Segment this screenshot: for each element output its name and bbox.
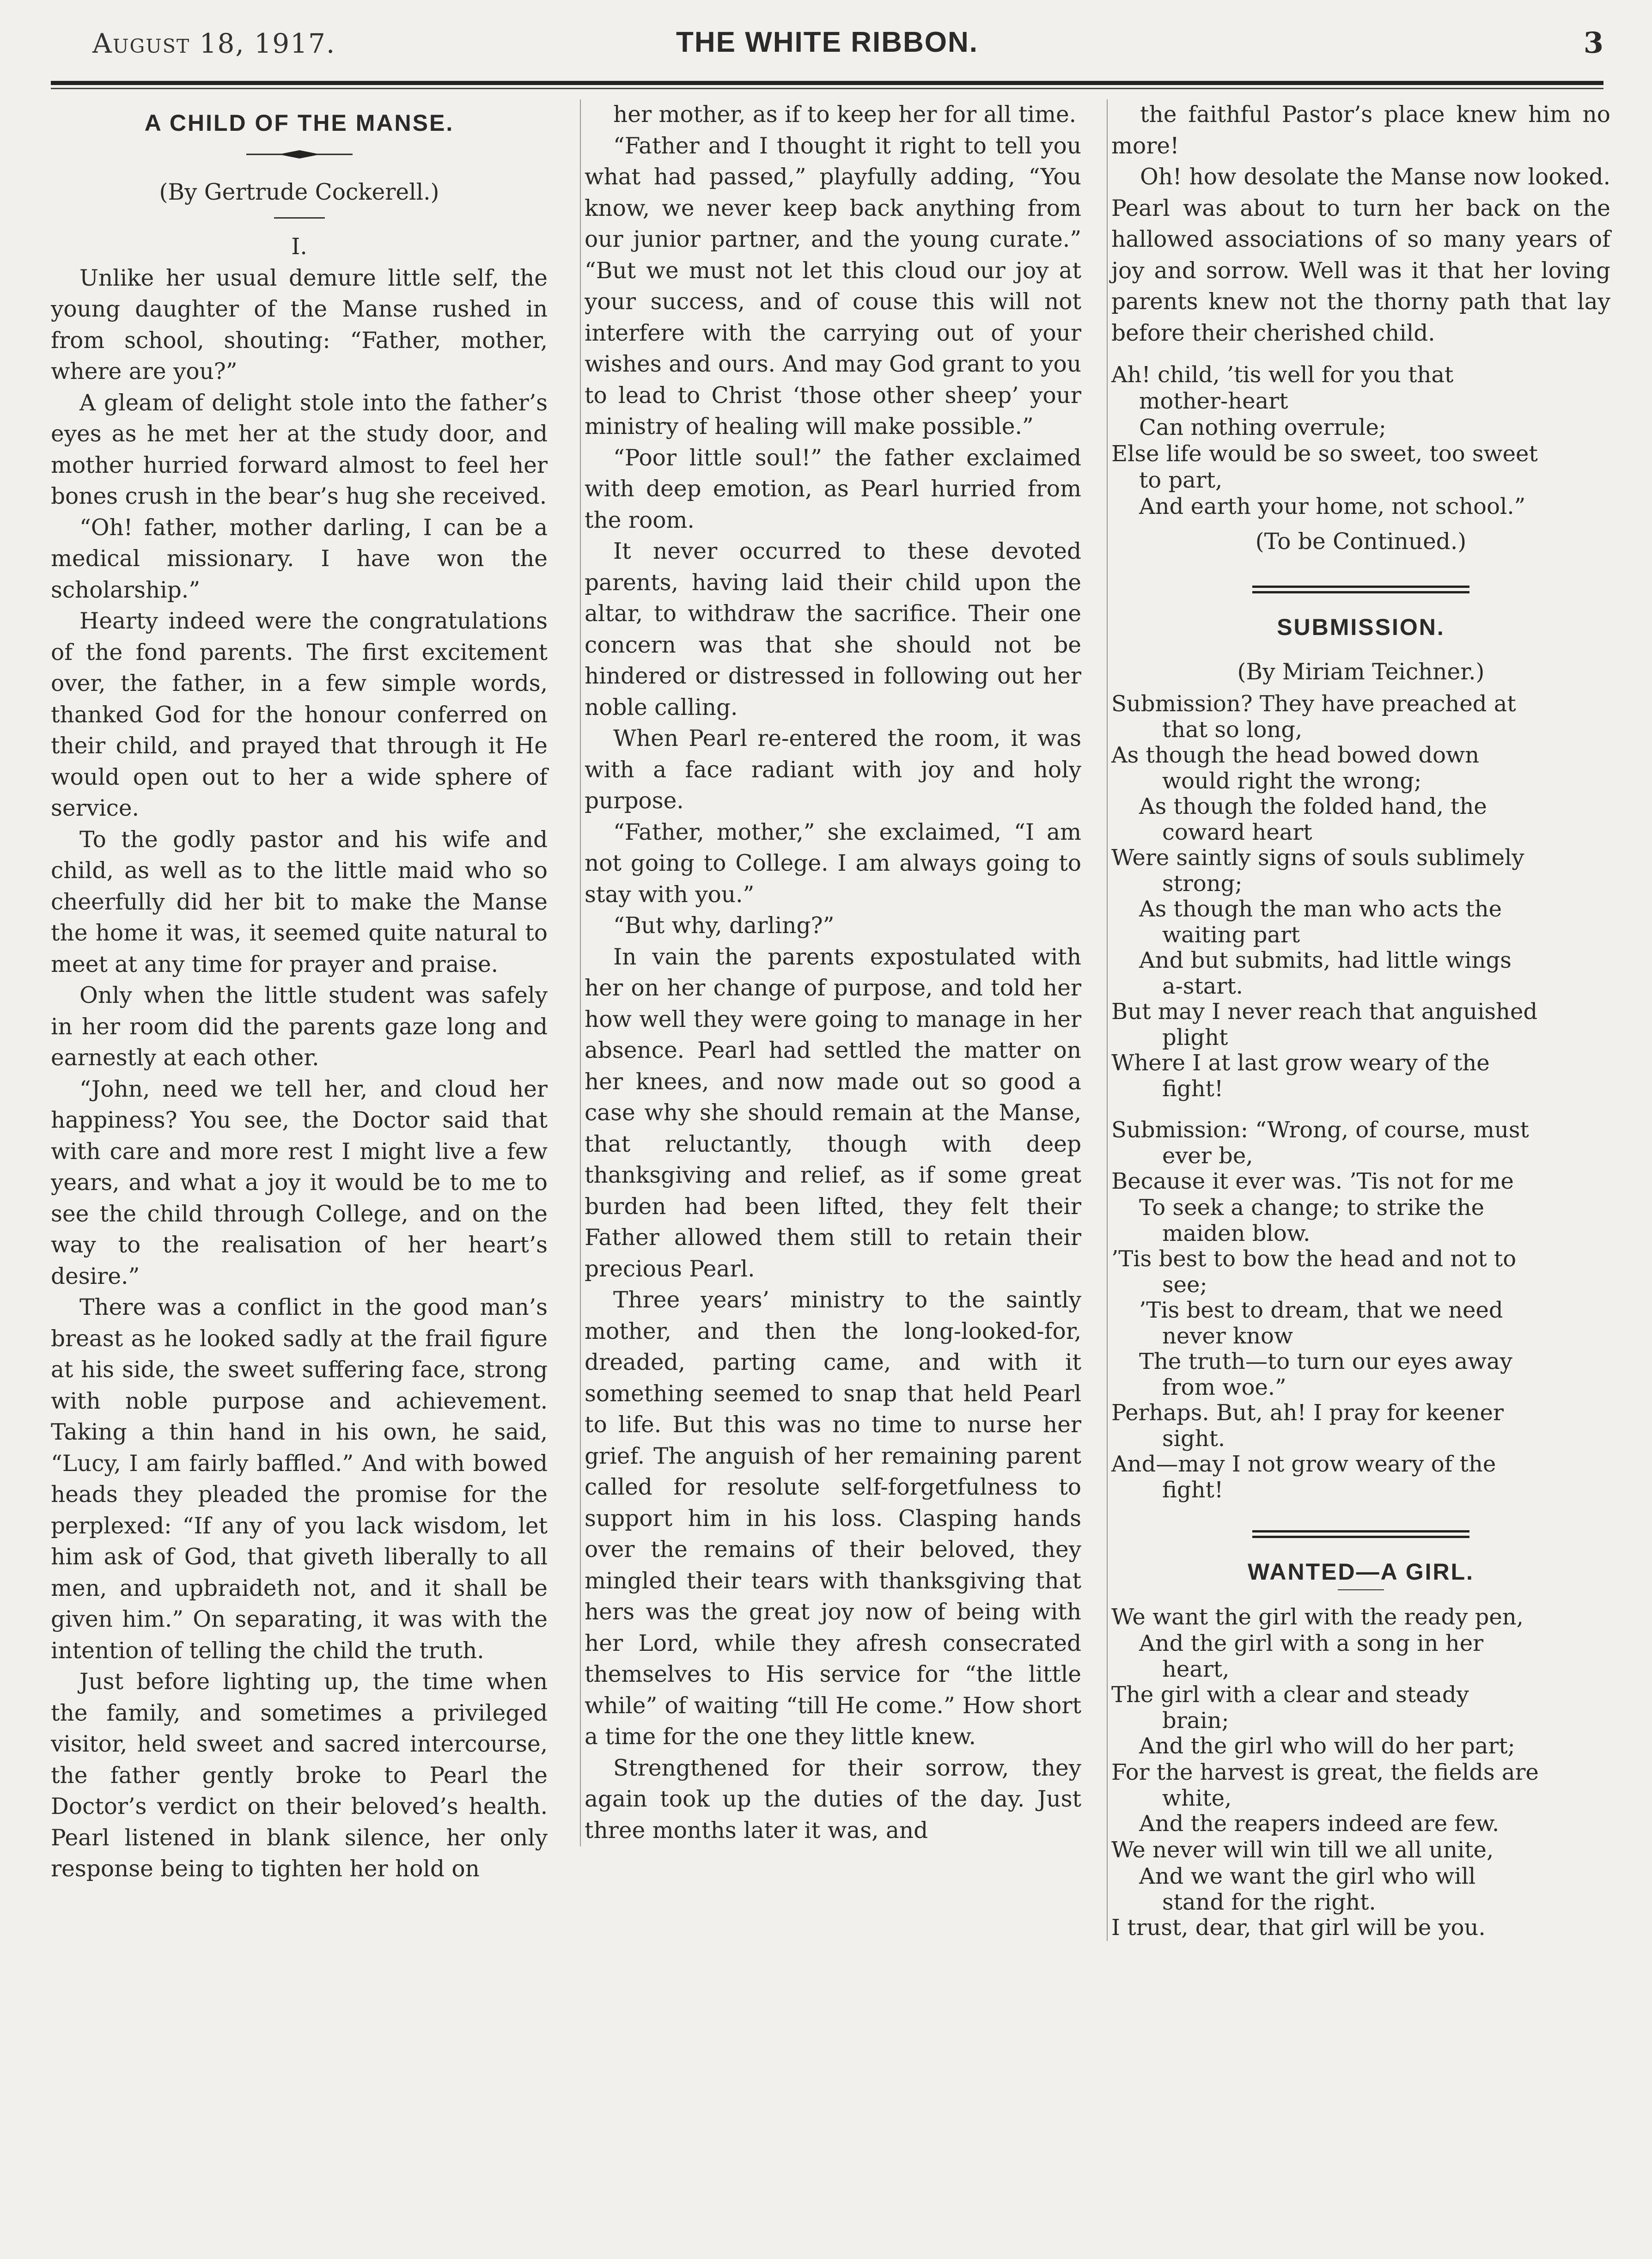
paragraph: her mother, as if to keep her for all time.: [613, 102, 1077, 128]
poem-line: Submission? They have preached at: [1111, 690, 1516, 717]
column-3-body: [1111, 99, 1610, 349]
poem-line: And the girl with a song in her: [1139, 1630, 1484, 1656]
poem-line: To seek a change; to strike the: [1139, 1194, 1485, 1221]
poem-line-continuation: see;: [1162, 1271, 1207, 1298]
paragraph: “Oh! father, mother darling, I can be a medical missionary. I have won the scholarship.”: [51, 514, 548, 603]
poem-line-continuation: heart,: [1162, 1656, 1230, 1682]
paragraph: There was a conflict in the good man’s breast as he looked sadly at the frail figure at his side, the sweet suffering face, strong with noble purpose and achievement. Taking a thin hand in his own, he said, “Lucy, I am fairly baffled.” And with bowed heads they pleaded the promise for the perplexed: “If any of you lack wisdom, let him ask of God, that giveth liberally to all men, and upbraideth not, and it shall be given him.” On separating, it was with the intention of telling the child the truth.: [51, 1294, 548, 1664]
paragraph: It never occurred to these devoted parents, having laid their child upon the altar, to withdraw the sacrifice. Their one concern was that she should not be hindered or distressed in following out her noble calling.: [585, 538, 1081, 720]
poem-line-continuation: would right the wrong;: [1162, 768, 1422, 794]
paragraph: “Father and I thought it right to tell you what had passed,” playfully adding, “You know, we never keep back anything from our junior partner, and the young curate.” “But we must not let this cloud our joy at your success, and of couse this will not interfere with the carrying out of your wishes and ours. And may God grant to you to lead to Christ ‘those other sheep’ your ministry of healing will make possible.”: [585, 133, 1081, 440]
poem-line: We want the girl with the ready pen,: [1111, 1604, 1524, 1630]
poem-line: Were saintly signs of souls sublimely: [1111, 844, 1524, 871]
column-1: [51, 99, 548, 1885]
short-divider: [1338, 1589, 1384, 1590]
poem-line: As though the man who acts the: [1139, 896, 1502, 922]
poem-line: As though the head bowed down: [1111, 742, 1479, 768]
paragraph: Only when the little student was safely in her room did the parents gaze long and earnestly at each other.: [51, 983, 548, 1071]
paragraph: A gleam of delight stole into the father’s eyes as he met her at the study door, and mother hurried forward almost to feel her bones crush in the bear’s hug she received.: [51, 390, 548, 509]
section-divider: [1252, 586, 1469, 593]
paragraph: Three years’ ministry to the saintly mother, and then the long-looked-for, dreaded, parting came, and with it something seemed to snap that held Pearl to life. But this was no time to nurse her grief. The anguish of her remaining parent called for resolute self-forgetfulness to support him in his loss. Clasping hands over the remains of their beloved, they mingled their tears with thanksgiving that hers was the great joy now of being with her Lord, while they afresh consecrated themselves to His service for “the little while” of waiting “till He come.” How short a time for the one they little knew.: [585, 1287, 1081, 1750]
poem-line: And but submits, had little wings: [1139, 947, 1512, 973]
paragraph: In vain the parents expostulated with her on her change of purpose, and told her how well they were going to manage in her absence. Pearl had settled the matter on her knees, and now made out so good a case why she should remain at the Manse, that reluctantly, though with deep thanksgiving and relief, as if some great burden had been lifted, they felt their Father allowed them still to retain their precious Pearl.: [585, 944, 1081, 1282]
verse-line: And earth your home, not school.”: [1139, 494, 1526, 519]
to-be-continued: (To be Continued.): [1255, 529, 1467, 555]
paragraph: “But why, darling?”: [613, 913, 835, 939]
column-2-body: [585, 99, 1081, 1846]
paragraph: Hearty indeed were the congratulations of the fond parents. The first excitement over, the father, in a few simple words, thanked God for the honour conferred on their child, and prayed that through it He would open out to her a wide sphere of service.: [51, 608, 548, 821]
poem-line: ’Tis best to dream, that we need: [1139, 1297, 1503, 1323]
poem-line: Perhaps. But, ah! I pray for keener: [1111, 1399, 1504, 1426]
short-divider: [274, 217, 325, 219]
poem-line-continuation: that so long,: [1162, 716, 1303, 743]
poem-line-continuation: ever be,: [1162, 1142, 1253, 1169]
poem-line-continuation: white,: [1162, 1785, 1232, 1811]
verse-line: Ah! child, ’tis well for you that: [1111, 362, 1454, 388]
newspaper-title: THE WHITE RIBBON.: [676, 26, 978, 58]
poem-stanza-2: [1111, 1117, 1610, 1502]
verse-line: Else life would be so sweet, too sweet: [1111, 441, 1538, 467]
poem-line-continuation: fight!: [1162, 1075, 1224, 1102]
poem-line-continuation: strong;: [1162, 870, 1243, 897]
poem-line-continuation: sight.: [1162, 1425, 1225, 1452]
poem-line: And—may I not grow weary of the: [1111, 1451, 1496, 1477]
issue-date: August 18, 1917.: [92, 28, 336, 59]
article-title: A CHILD OF THE MANSE.: [144, 110, 454, 136]
poem-wanted-lines: [1111, 1604, 1610, 1941]
page-number: 3: [1583, 26, 1603, 60]
poem-line-continuation: maiden blow.: [1162, 1220, 1311, 1246]
poem-line: Because it ever was. ’Tis not for me: [1111, 1168, 1514, 1194]
poem-line-continuation: fight!: [1162, 1477, 1224, 1503]
paragraph: Unlike her usual demure little self, the young daughter of the Manse rushed in from school, shouting: “Father, mother, where are you?”: [51, 265, 548, 385]
poem-line-continuation: never know: [1162, 1323, 1293, 1349]
poem-line-continuation: coward heart: [1162, 819, 1312, 845]
poem-line: Where I at last grow weary of the: [1111, 1050, 1490, 1076]
poem-line-continuation: from woe.”: [1162, 1374, 1286, 1400]
article-byline: (By Gertrude Cockerell.): [159, 179, 439, 205]
paragraph: When Pearl re-entered the room, it was with a face radiant with joy and holy purpose.: [585, 726, 1081, 814]
paragraph: the faithful Pastor’s place knew him no more!: [1111, 102, 1610, 159]
paragraph: Strengthened for their sorrow, they again took up the duties of the day. Just three months later it was, and: [585, 1755, 1081, 1844]
verse-line: Can nothing overrule;: [1139, 415, 1386, 440]
poem-byline-submission: (By Miriam Teichner.): [1237, 659, 1485, 685]
section-divider: [1252, 1530, 1469, 1538]
page-header: [51, 28, 1603, 69]
header-rule: [51, 81, 1603, 89]
paragraph: Just before lighting up, the time when the family, and sometimes a privileged visitor, held sweet and sacred intercourse, the father gently broke to Pearl the Doctor’s verdict on their beloved’s health. Pearl listened in blank silence, her only response being to tighten her hold on: [51, 1669, 548, 1882]
poem-line: The truth—to turn our eyes away: [1139, 1348, 1512, 1374]
paragraph: To the godly pastor and his wife and child, as well as to the little maid who so cheerfully did her bit to make the Manse the home it was, it seemed quite natural to meet at any time for prayer and praise.: [51, 826, 548, 977]
article-verse: [1111, 362, 1610, 520]
column-2: [580, 99, 1081, 1846]
poem-line: But may I never reach that anguished: [1111, 998, 1538, 1025]
column-3: [1107, 99, 1610, 1941]
poem-line: I trust, dear, that girl will be you.: [1111, 1915, 1486, 1941]
verse-line: to part,: [1139, 467, 1223, 493]
poem-line-continuation: stand for the right.: [1162, 1889, 1376, 1915]
verse-line: mother-heart: [1139, 388, 1288, 414]
poem-stanza-1: [1111, 691, 1610, 1101]
poem-line: And the reapers indeed are few.: [1139, 1811, 1500, 1837]
poem-line: The girl with a clear and steady: [1111, 1682, 1469, 1708]
section-number: I.: [291, 234, 307, 260]
poem-line: And we want the girl who will: [1139, 1863, 1476, 1889]
paragraph: Oh! how desolate the Manse now looked. Pearl was about to turn her back on the hallowed associations of so many years of joy and sorrow. Well was it that her loving parents knew not the thorny path that lay before their cherished child.: [1111, 164, 1610, 346]
poem-line: And the girl who will do her part;: [1139, 1733, 1515, 1759]
poem-line: For the harvest is great, the fields are: [1111, 1759, 1539, 1785]
poem-line: ’Tis best to bow the head and not to: [1111, 1246, 1517, 1272]
column-1-body: [51, 263, 548, 1885]
poem-line-continuation: plight: [1162, 1024, 1228, 1050]
paragraph: “Father, mother,” she exclaimed, “I am not going to College. I am always going to stay with you.”: [585, 819, 1081, 908]
poem-line-continuation: a-start.: [1162, 973, 1243, 999]
poem-title-submission: SUBMISSION.: [1277, 614, 1445, 640]
ornament-divider-icon: [246, 149, 353, 159]
poem-line: Submission: “Wrong, of course, must: [1111, 1117, 1529, 1143]
poem-line: We never will win till we all unite,: [1111, 1837, 1494, 1863]
paragraph: “John, need we tell her, and cloud her happiness? You see, the Doctor said that with care and more rest I might live a few years, and what a joy it would be to me to see the child through College, and on the way to the realisation of her heart’s desire.”: [51, 1076, 548, 1289]
poem-line: As though the folded hand, the: [1139, 793, 1487, 819]
paragraph: “Poor little soul!” the father exclaimed with deep emotion, as Pearl hurried from the room.: [585, 445, 1081, 533]
poem-title-wanted: WANTED—A GIRL.: [1247, 1558, 1475, 1585]
poem-line-continuation: waiting part: [1162, 922, 1300, 948]
poem-line-continuation: brain;: [1162, 1708, 1229, 1734]
